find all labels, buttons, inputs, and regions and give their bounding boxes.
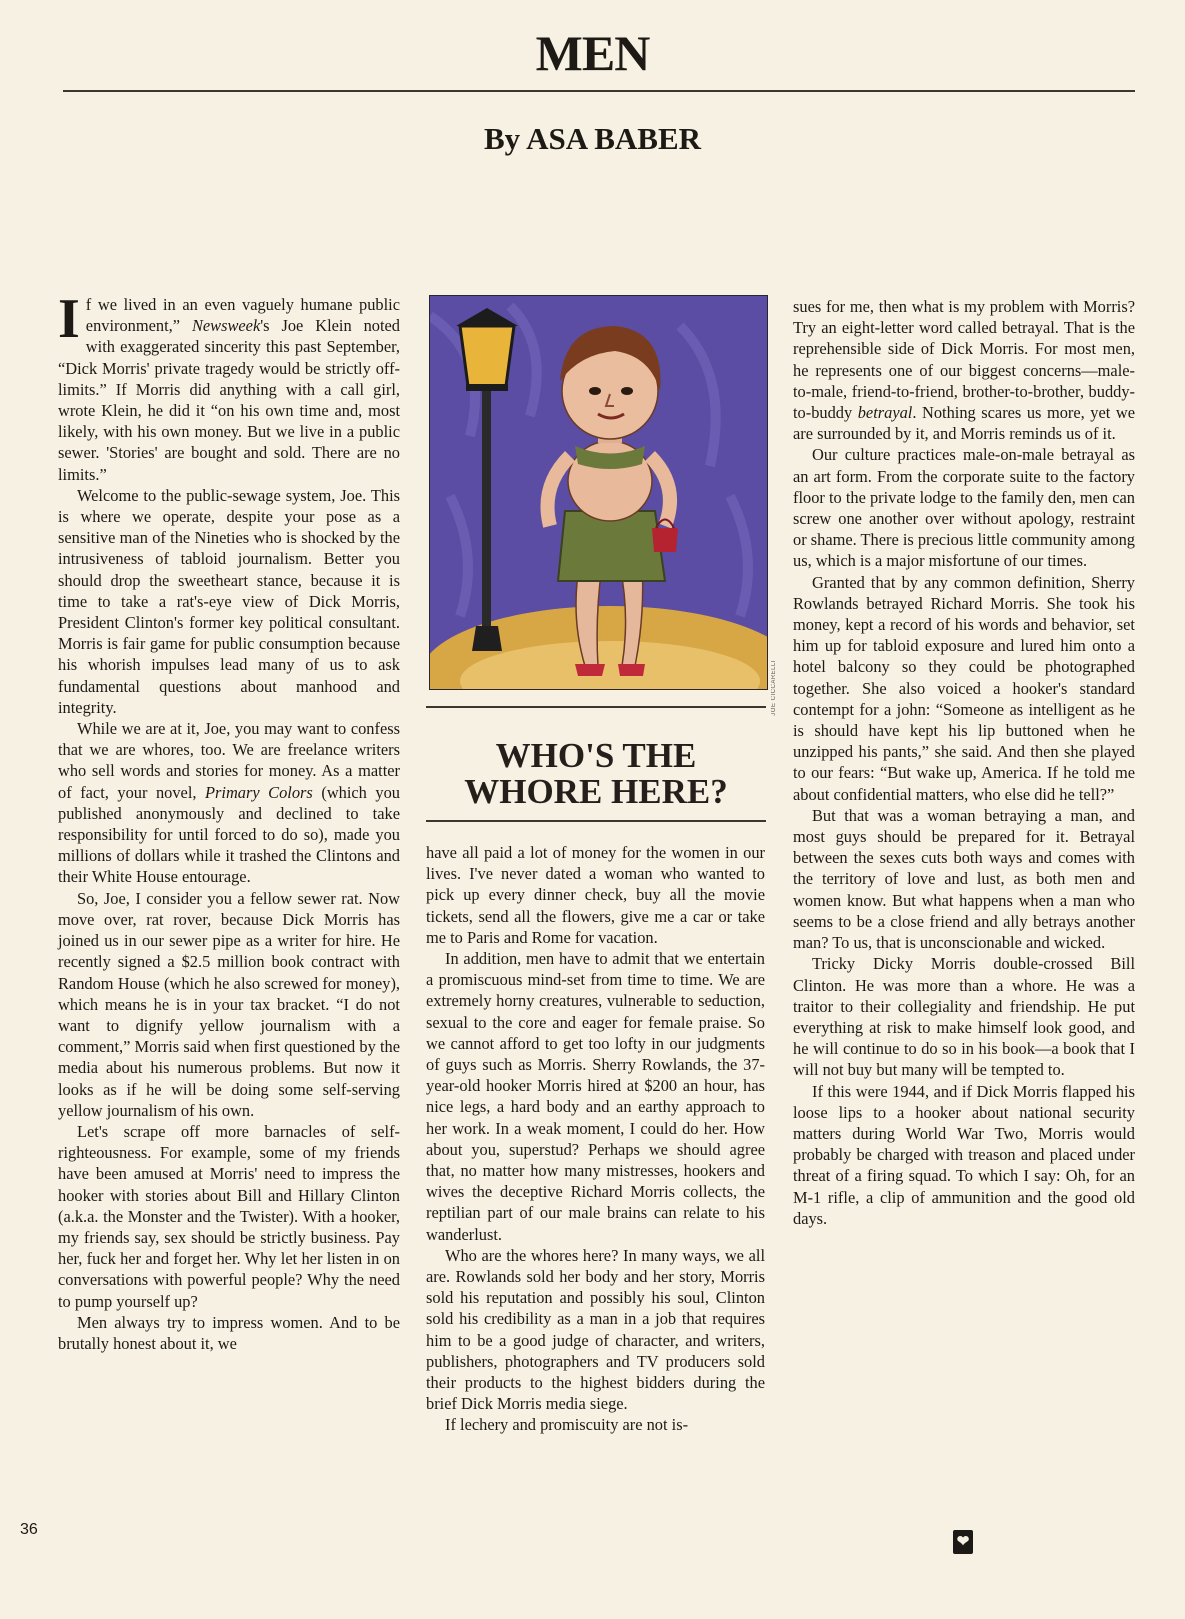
paragraph: Granted that by any common definition, Sherry Rowlands betrayed Richard Morris. She took his money, kept a record of his words and behavior, set him up for tabloid exposure and lured him onto a hotel balcony so they could be photographed together. She also voiced a hooker's standard contempt for a john: “Someone as intelligent as he is should have kept his lip buttoned when he unzipped his pants,” she said. And then she played to our fears: “But wake up, America. If he told me about confidential matters, who else did he tell?” (793, 572, 1135, 804)
paragraph: Our culture practices male-on-male betrayal as an art form. From the corporate suite to the factory floor to the private lodge to the family den, men can screw one another over without apology, restraint or shame. There is precious little community among us, which is a major misfortune of our times. (793, 445, 1136, 571)
headline (426, 738, 766, 810)
paragraph: Let's scrape off more barnacles of self-righteousness. For example, some of my friends have been amused at Morris' need to impress the hooker with stories about Bill and Hillary Clinton (a.k.a. the Monster and the Twister). With a hooker, my friends say, sex should be strictly business. Pay her, fuck her and forget her. Why let her listen in on conversations with powerful people? Why the need to pump yourself up? (58, 1121, 400, 1311)
italic-text: Primary Colors (205, 782, 313, 802)
headline-line: WHO'S THE (495, 736, 697, 775)
headline-rule-bottom (426, 820, 766, 822)
headline-line: WHORE HERE? (464, 772, 728, 811)
paragraph: If lechery and promiscuity are not is- (445, 1415, 689, 1435)
paragraph (58, 718, 400, 888)
headline-rule-top (426, 706, 766, 708)
illustration-credit: JOE CICCARELLI (771, 660, 777, 716)
text-span: sues for me, then what is my problem with Morris? Try an eight-letter word called betrayal. That is the reprehensible side of Dick Morris. For most men, he represents one of our biggest concerns—male-to-male, friend-to-friend, brother-to-brother, buddy-to-buddy (793, 297, 1135, 423)
column-right (793, 296, 1135, 1229)
paragraph: Welcome to the public-sewage system, Joe. This is where we operate, despite your pose as a sensitive man of the Nineties who is shocked by the intrusiveness of tabloid journalism. Better you should drop the sweetheart stance, because it is time to take a rat's-eye view of Dick Morris, President Clinton's former key political consultant. Morris is fair game for public consumption because his whorish impulses lead many of us to ask fundamental questions about manhood and integrity. (58, 485, 400, 717)
caricature-illustration (429, 295, 768, 690)
header-rule (63, 90, 1135, 92)
text-span: While we are at it, Joe, you may want to confess that we are whores, too. We are freelance writers who sell words and stories for money. As a matter of fact, your novel, (58, 719, 400, 802)
column-middle (426, 842, 765, 1436)
text-span: f we lived in an even vaguely humane public environment,” (85, 295, 400, 336)
text-span: 's Joe Klein noted with exaggerated sincerity this past September, “Dick Morris' private tragedy would be strictly off-limits.” If Morris did anything with a call girl, wrote Klein, he did it “on his own time and, most likely, with his own money. But we live in a public sewer. 'Stories' are bought and sold. There are no limits.” (58, 316, 400, 484)
paragraph: So, Joe, I consider you a fellow sewer rat. Now move over, rat rover, because Dick Morris has joined us in our sewer pipe as a writer for hire. He recently signed a $2.5 million book contract with Random House (which he also screwed for money), which means he is in your tax bracket. “I do not want to dignify yellow journalism with a comment,” Morris said when first questioned by the media about his numerous problems. But now it looks as if he will be doing some self-serving yellow journalism of his own. (58, 888, 400, 1120)
italic-text: betrayal (857, 403, 913, 423)
drop-cap: I (58, 288, 80, 350)
end-mark-icon: ❤ (953, 1530, 973, 1554)
paragraph (793, 296, 1135, 444)
paragraph: Men always try to impress women. And to be brutally honest about it, we (58, 1312, 400, 1353)
paragraph: Tricky Dicky Morris double-crossed Bill Clinton. He was more than a whore. He was a traitor to their collegiality and friendship. He put everything at risk to make himself look good, and he will continue to do so in his book—a book that I will not buy but many will be tempted to. (793, 954, 1135, 1080)
italic-text: Newsweek (191, 316, 261, 336)
paragraph (58, 288, 400, 485)
paragraph: But that was a woman betraying a man, and most guys should be prepared for it. Betrayal between the sexes cuts both ways and comes with the territory of love and lust, as both men and women know. But what happens when a man who seems to be a close friend and ally betrays another man? To us, that is unconscionable and wicked. (793, 805, 1135, 953)
section-title: MEN (535, 25, 650, 81)
column-left (58, 288, 400, 1354)
paragraph: have all paid a lot of money for the women in our lives. I've never dated a woman who wanted to pick up every dinner check, buy all the movie tickets, send all the flowers, give me a car or take me to Paris and Rome for vacation. (426, 843, 765, 947)
paragraph: If this were 1944, and if Dick Morris flapped his loose lips to a hooker about national security matters during World War Two, Morris would probably be charged with treason and placed under threat of a firing squad. To which I say: Oh, for an M-1 rifle, a clip of ammunition and the good old days. (793, 1081, 1135, 1228)
paragraph: In addition, men have to admit that we entertain a promiscuous mind-set from time to time. We are extremely horny creatures, vulnerable to seduction, sexual to the core and eager for female praise. So we cannot afford to get too lofty in our judgments of guys such as Morris. Sherry Rowlands, the 37-year-old hooker Morris hired at $200 an hour, has nice legs, a hard body and an earthy approach to her work. In a weak moment, I could do her. How about you, superstud? Perhaps we should agree that, no matter how many mistresses, hookers and wives the deceptive Richard Morris collects, the reptilian part of our male brains can relate to his wanderlust. (426, 949, 765, 1244)
illustration-art (430, 296, 767, 689)
text-span: (which you published anonymously and declined to take responsibility for until forced to do so), made you millions of dollars while it trashed the Clintons and their White House entourage. (58, 782, 400, 887)
text-span: . Nothing scares us more, yet we are surrounded by it, and Morris reminds us of it. (793, 403, 1135, 444)
paragraph: Who are the whores here? In many ways, we all are. Rowlands sold her body and her story, Morris sold his reputation and possibly his soul, Clinton sold his credibility as a man in a job that requires him to be a good judge of character, and writers, publishers, photographers and TV producers sold their products to the highest bidders during the brief Dick Morris media siege. (426, 1245, 765, 1414)
byline: By ASA BABER (483, 121, 702, 156)
page-number: 36 (20, 1521, 38, 1538)
